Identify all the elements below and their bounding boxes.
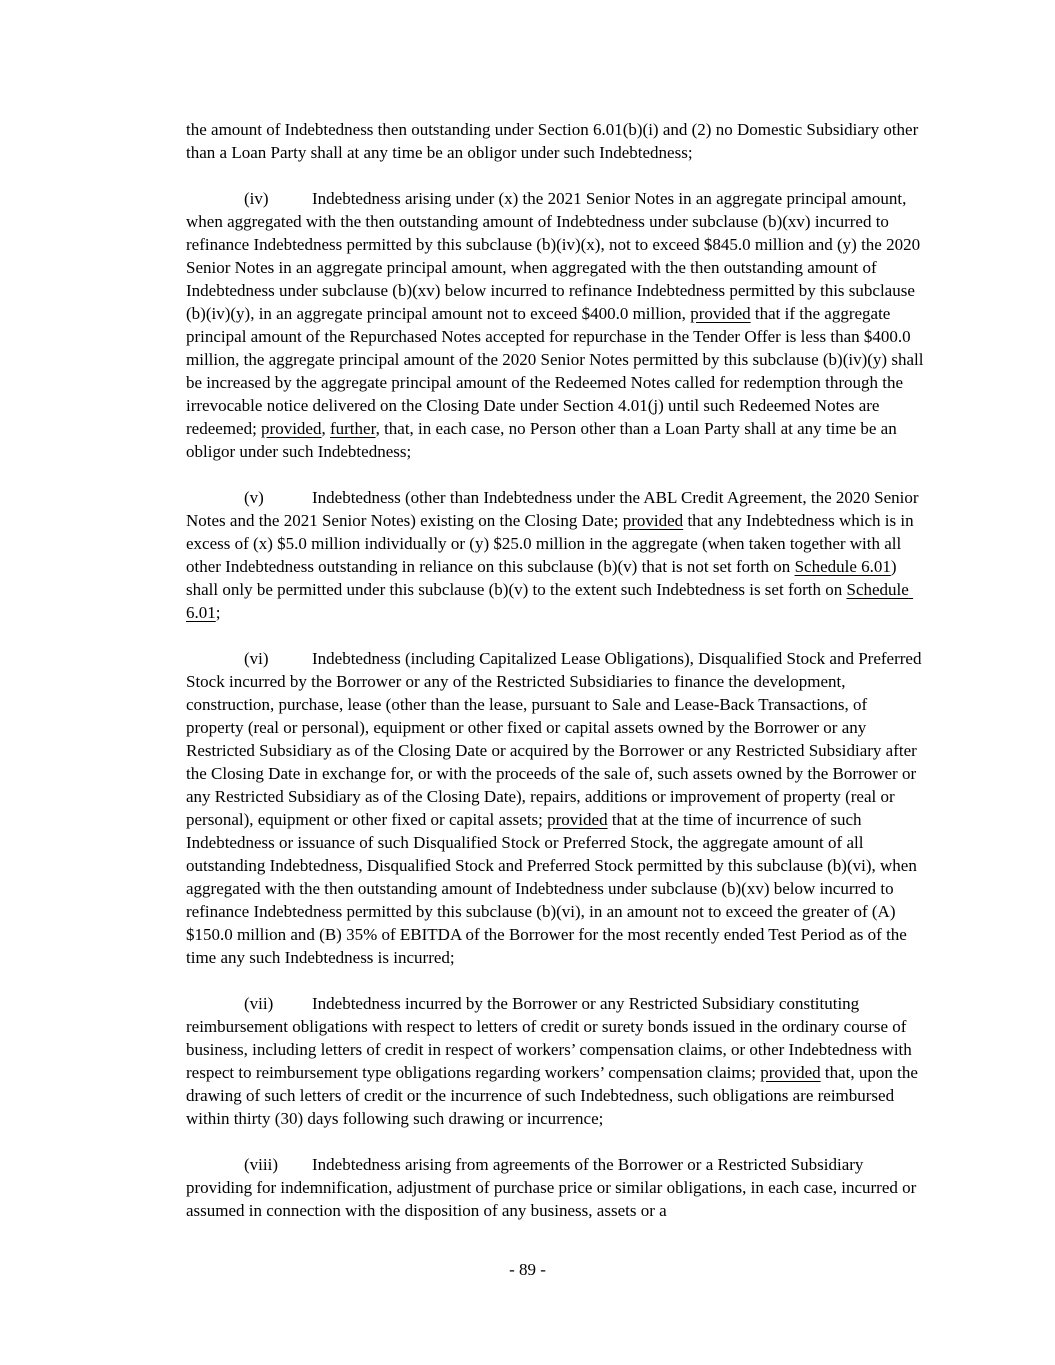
text-run: (viii) Indebtedness arising from agreements of the Borrower or a Restricted Subsidiary providing for indemnification, adjustment of purchase price or similar obligations, in each case, incurred or assumed in connection with the disposition of any business, assets or a xyxy=(186,1155,921,1220)
underlined-text-run: further xyxy=(329,419,376,438)
paragraph xyxy=(186,992,928,1130)
underlined-text-run: provided xyxy=(547,810,608,829)
text-run: ; xyxy=(215,603,221,622)
text-run: that if the aggregate principal amount of the Repurchased Notes accepted for repurchase in the Tender Offer is less than $400.0 million, the aggregate principal amount of the 2020 Senior Notes permitted by this subclause (b)(iv)(y) shall be increased by the aggregate principal amount of the Redeemed Notes called for redemption through the irrevocable notice delivered on the Closing Date under Section 4.01(j) until such Redeemed Notes are redeemed; xyxy=(186,304,928,438)
text-run: (iv) Indebtedness arising under (x) the 2021 Senior Notes in an aggregate principal amount, when aggregated with the then outstanding amount of Indebtedness under subclause (b)(xv) incurred to refinance Indebtedness permitted by this subclause (b)(iv)(x), not to exceed $845.0 million and (y) the 2020 Senior Notes in an aggregate principal amount, when aggregated with the then outstanding amount of Indebtedness under subclause (b)(xv) below incurred to refinance Indebtedness permitted by this subclause (b)(iv)(y), in an aggregate principal amount not to exceed $400.0 million, xyxy=(186,189,925,323)
paragraph xyxy=(186,1153,928,1222)
paragraph xyxy=(186,647,928,969)
underlined-text-run: provided xyxy=(622,511,684,530)
text-run: , that, in each case, no Person other than a Loan Party shall at any time be an obligor under such Indebtedness; xyxy=(186,419,901,461)
underlined-text-run: provided xyxy=(261,419,322,438)
paragraph xyxy=(186,187,928,463)
text-run: that any Indebtedness which is in excess of (x) $5.0 million individually or (y) $25.0 million in the aggregate (when taken together with all other Indebtedness outstanding in reliance on this subclause (b)(v) that is not set forth on xyxy=(186,511,918,576)
paragraph xyxy=(186,118,928,164)
underlined-text-run: Schedule 6.01 xyxy=(186,580,914,622)
underlined-text-run: provided xyxy=(760,1063,821,1082)
text-run: (vi) Indebtedness (including Capitalized Lease Obligations), Disqualified Stock and Preferred Stock incurred by the Borrower or any of the Restricted Subsidiaries to finance the development, construction, purchase, lease (other than the lease, pursuant to Sale and Lease-Back Transactions, of property (real or personal), equipment or other fixed or capital assets owned by the Borrower or any Restricted Subsidiary as of the Closing Date or acquired by the Borrower or any Restricted Subsidiary after the Closing Date in exchange for, or with the proceeds of the sale of, such assets owned by the Borrower or any Restricted Subsidiary as of the Closing Date), repairs, additions or improvement of property (real or personal), equipment or other fixed or capital assets; xyxy=(186,649,926,829)
page-number: - 89 - xyxy=(509,1260,546,1279)
document-body xyxy=(186,118,928,1245)
text-run: (v) Indebtedness (other than Indebtedness under the ABL Credit Agreement, the 2020 Senior Notes and the 2021 Senior Notes) existing on the Closing Date; xyxy=(186,488,923,530)
text-run: that at the time of incurrence of such Indebtedness or issuance of such Disqualified Stock or Preferred Stock, the aggregate amount of all outstanding Indebtedness, Disqualified Stock and Preferred Stock permitted by this subclause (b)(vi), when aggregated with the then outstanding amount of Indebtedness under subclause (b)(xv) below incurred to refinance Indebtedness permitted by this subclause (b)(vi), in an amount not to exceed the greater of (A) $150.0 million and (B) 35% of EBITDA of the Borrower for the most recently ended Test Period as of the time any such Indebtedness is incurred; xyxy=(186,810,922,967)
underlined-text-run: provided xyxy=(690,304,751,323)
text-run: , xyxy=(321,419,330,438)
text-run: that, upon the drawing of such letters of credit or the incurrence of such Indebtedness, such obligations are reimbursed within thirty (30) days following such drawing or incurrence; xyxy=(186,1063,923,1128)
underlined-text-run: Schedule 6.01 xyxy=(794,557,891,576)
paragraph xyxy=(186,486,928,624)
text-run: (vii) Indebtedness incurred by the Borrower or any Restricted Subsidiary constituting reimbursement obligations with respect to letters of credit or surety bonds issued in the ordinary course of business, including letters of credit in respect of workers’ compensation claims, or other Indebtedness with respect to reimbursement type obligations regarding workers’ compensation claims; xyxy=(186,994,917,1082)
text-run: the amount of Indebtedness then outstanding under Section 6.01(b)(i) and (2) no Domestic Subsidiary other than a Loan Party shall at any time be an obligor under such Indebtedness; xyxy=(186,120,923,162)
text-run: ) shall only be permitted under this subclause (b)(v) to the extent such Indebtedness is set forth on xyxy=(186,557,901,599)
